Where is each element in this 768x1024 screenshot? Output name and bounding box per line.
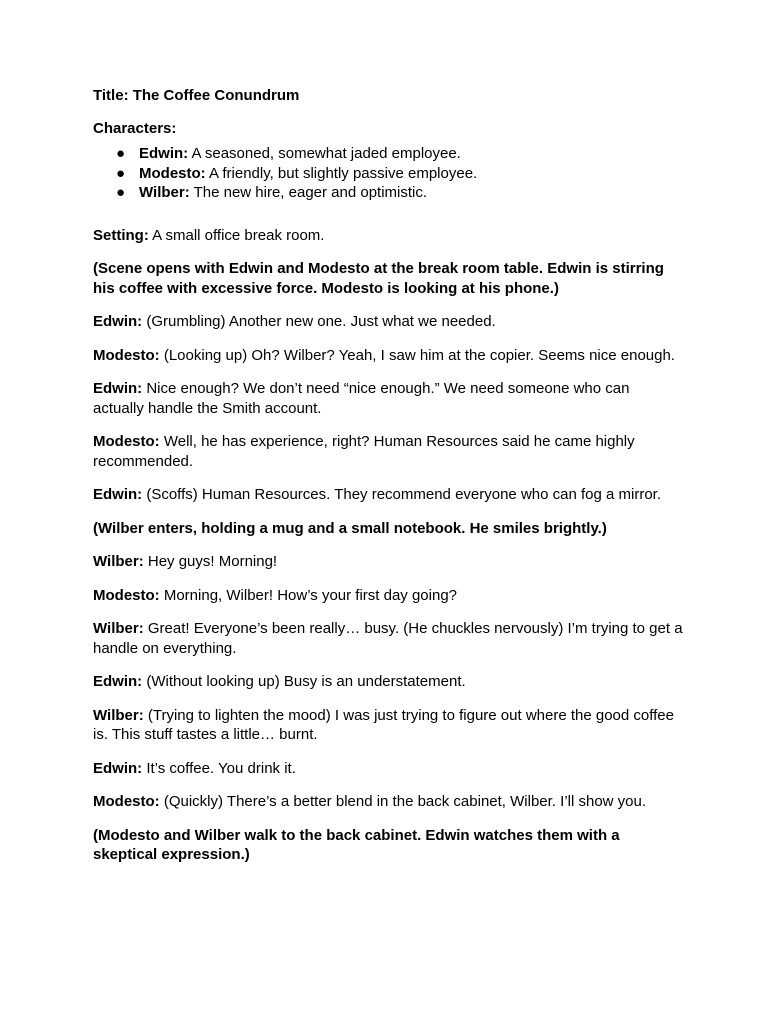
dialogue-line [93,346,683,366]
dialogue-line [93,485,683,505]
dialogue-line [93,379,683,418]
setting-line [93,226,683,246]
speaker-name: Edwin: [93,759,143,777]
list-item [93,164,683,184]
speaker-name: Modesto: [93,586,160,604]
list-item [93,144,683,164]
speaker-name: Wilber: [93,620,144,637]
characters-heading: Characters: [93,119,177,137]
dialogue-text: (Trying to lighten the mood) I was just trying to figure out where the good coffee is. This stuff tastes a little… burnt. [93,706,674,743]
speaker-name: Edwin: [93,486,143,503]
speaker-name: Wilber: [93,553,144,570]
script-body [93,259,683,865]
character-description: A friendly, but slightly passive employee. [205,164,478,182]
speaker-name: Edwin: [93,313,143,330]
bullet-icon: ● [116,145,126,162]
speaker-name: Edwin: [93,673,143,690]
speaker-name: Modesto: [93,433,160,450]
bullet-icon: ● [116,184,126,201]
character-description: A seasoned, somewhat jaded employee. [188,145,461,162]
dialogue-line [93,619,683,658]
stage-direction: (Modesto and Wilber walk to the back cabinet. Edwin watches them with a skeptical expression.) [93,826,620,863]
dialogue-line [93,586,683,606]
dialogue-text: It’s coffee. You drink it. [142,759,296,777]
speaker-name: Wilber: [93,706,144,724]
dialogue-line [93,552,683,572]
setting-label: Setting: [93,226,149,244]
dialogue-text: (Quickly) There’s a better blend in the back cabinet, Wilber. I’ll show you. [159,793,647,810]
dialogue-line [93,672,683,692]
character-name: Modesto: [139,164,206,182]
speaker-name: Edwin: [93,380,143,397]
dialogue-text: Well, he has experience, right? Human Resources said he came highly recommended. [93,433,635,470]
dialogue-line [93,759,683,779]
list-item [93,183,683,203]
dialogue-text: Nice enough? We don’t need “nice enough.” We need someone who can actually handle the Smith account. [93,380,630,417]
dialogue-text: (Scoffs) Human Resources. They recommend everyone who can fog a mirror. [142,486,662,503]
document-page [93,86,683,879]
stage-direction: (Wilber enters, holding a mug and a small notebook. He smiles brightly.) [93,519,607,537]
character-description: The new hire, eager and optimistic. [189,184,428,201]
dialogue-line [93,792,683,812]
dialogue-line [93,312,683,332]
speaker-name: Modesto: [93,793,160,810]
dialogue-line [93,706,683,745]
setting-text: A small office break room. [148,226,325,244]
dialogue-line [93,432,683,471]
script-title: Title: The Coffee Conundrum [93,87,300,104]
character-name: Edwin: [139,145,189,162]
dialogue-text: (Grumbling) Another new one. Just what we needed. [142,313,496,330]
character-list [93,144,683,203]
stage-direction: (Scene opens with Edwin and Modesto at the break room table. Edwin is stirring his coffee with excessive force. Modesto is looking at his phone.) [93,260,664,297]
character-name: Wilber: [139,184,190,201]
dialogue-text: (Without looking up) Busy is an understatement. [142,673,466,690]
dialogue-text: Morning, Wilber! How’s your first day going? [159,586,458,604]
dialogue-text: Hey guys! Morning! [143,553,278,570]
speaker-name: Modesto: [93,346,160,364]
dialogue-text: Great! Everyone’s been really… busy. (He chuckles nervously) I’m trying to get a handle on everything. [93,620,683,657]
bullet-icon: ● [116,164,126,182]
dialogue-text: (Looking up) Oh? Wilber? Yeah, I saw him at the copier. Seems nice enough. [159,346,675,364]
